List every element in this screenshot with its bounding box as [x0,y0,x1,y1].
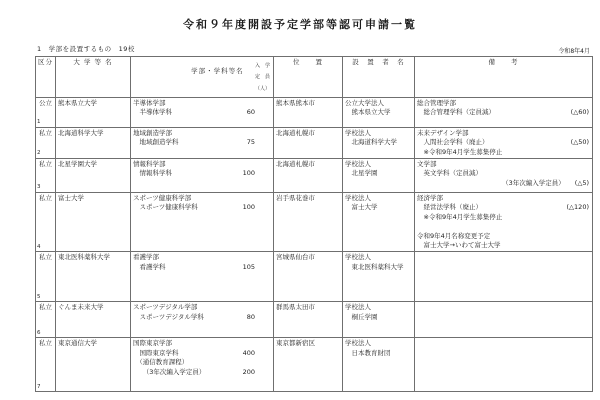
founder [343,127,415,158]
founder [343,97,415,127]
capacity-value: 200 [242,367,255,376]
kubun-cell [36,158,56,192]
table-row [36,252,593,302]
faculty-text: 看護学部 [133,253,159,262]
header-capacity [236,58,270,97]
capacity-value [221,129,271,138]
date-label: 令和8年4月 [558,48,590,55]
table-row [36,302,593,338]
founder-line: 熊本県立大学 [345,108,391,117]
founder-line: 桐丘学園 [345,312,378,321]
faculty-text: スポーツデジタル学部 [133,303,198,312]
faculty-line [133,169,271,178]
capacity-value [221,358,271,367]
remarks-capacity: (△50) [570,138,589,147]
remarks-line [417,148,590,157]
remarks-line [417,160,590,169]
remarks-capacity: (△60) [570,108,589,117]
university-name: ぐんま未来大学 [56,302,131,338]
faculty-cell [131,302,274,338]
remarks-text: 未来デザイン学部 [417,128,469,137]
location: 岩手県花巻市 [274,192,343,252]
capacity-value [221,339,271,348]
remarks-line [417,108,590,117]
header-capacity-line1: 入 学 [254,62,270,69]
remarks-capacity [589,129,590,138]
remarks-capacity [589,99,590,108]
kubun-label: 私立 [39,339,52,348]
founder-line: 富士大学 [345,203,378,212]
faculty-text: 情報科学科 [133,169,172,178]
founder-line: 公立大学法人 [345,98,384,107]
table-row [36,158,593,192]
remarks-text: 総合管理学部 [417,98,456,107]
capacity-value: 100 [242,169,255,178]
faculty-cell [131,252,274,302]
header-faculty [131,57,274,98]
faculty-line [133,303,271,312]
faculty-line [133,99,271,108]
remarks-text: 文学部 [417,159,437,168]
faculty-cell [131,192,274,252]
remarks-line [417,213,590,222]
founder-line: 北海道科学大学 [345,138,397,147]
row-number: 1 [37,118,41,125]
row-number: 2 [37,149,41,156]
faculty-text: 国際東京学部 [133,339,172,348]
capacity-value [221,99,271,108]
faculty-text: （3年次編入学定員） [133,367,206,376]
faculty-text: スポーツデジタル学科 [133,312,204,321]
founder-line: 学校法人 [345,253,371,262]
remarks-text: 経営法学科（廃止） [417,203,482,212]
kubun-label: 私立 [39,193,52,202]
capacity-value [221,303,271,312]
header-location: 位 置 [274,57,343,98]
page-title: 令和９年度開設予定学部等認可申請一覧 [183,18,417,31]
founder-line: 学校法人 [345,159,371,168]
remarks-text: 人間社会学科（廃止） [417,138,489,147]
founder-line: 学校法人 [345,128,371,137]
table-row [36,97,593,127]
capacity-value: 105 [242,262,255,271]
kubun-label: 私立 [39,128,52,137]
kubun-cell [36,192,56,252]
faculty-cell [131,338,274,392]
capacity-value: 400 [242,348,255,357]
remarks [415,97,593,127]
remarks-line [417,138,590,147]
table-row [36,338,593,392]
remarks-capacity [589,148,590,157]
faculty-line [133,253,271,262]
faculty-line [133,203,271,212]
faculty-line [133,339,271,348]
remarks [415,127,593,158]
university-name: 熊本県立大学 [56,97,131,127]
table-row [36,192,593,252]
kubun-cell [36,97,56,127]
header-kubun: 区分 [36,57,56,98]
kubun-label: 公立 [39,98,52,107]
faculty-text: スポーツ健康科学部 [133,193,192,202]
founder-line: 学校法人 [345,193,371,202]
faculty-text: 看護学科 [133,262,166,271]
founder-line: 学校法人 [345,303,371,312]
founder-line: 学校法人 [345,339,371,348]
kubun-cell [36,127,56,158]
university-name: 東京通信大学 [56,338,131,392]
remarks-text: ※令和9年4月学生募集停止 [417,147,503,156]
remarks-text: ※令和9年4月学生募集停止 [417,212,503,221]
kubun-cell [36,302,56,338]
header-university: 大 学 等 名 [56,57,131,98]
remarks-text: 令和9年4月名称変更予定 [417,231,491,240]
remarks-line [417,222,590,231]
remarks-capacity [589,169,590,178]
remarks-capacity [589,194,590,203]
remarks-line [417,179,590,188]
remarks-capacity: (△5) [574,178,589,187]
faculty-text: 地域創造学部 [133,128,172,137]
founder [343,302,415,338]
location: 東京都新宿区 [274,338,343,392]
kubun-label: 私立 [39,159,52,168]
remarks-text: 総合管理学科（定員減） [417,108,495,117]
capacity-value: 60 [246,108,255,117]
remarks-text: 富士大学→いわて富士大学 [417,241,501,250]
remarks-capacity [589,232,590,241]
location: 北海道札幌市 [274,127,343,158]
remarks [415,252,593,302]
remarks-line [417,194,590,203]
faculty-line [133,313,271,322]
remarks-capacity [589,241,590,250]
faculty-text: 半導体学科 [133,108,172,117]
remarks-text: 経済学部 [417,193,443,202]
capacity-value: 100 [242,203,255,212]
row-number: 5 [37,293,41,300]
faculty-line [133,194,271,203]
remarks-text: 英文学科（定員減） [417,169,482,178]
founder [343,158,415,192]
row-number: 3 [37,183,41,190]
university-name: 北星学園大学 [56,158,131,192]
remarks-capacity [589,222,590,231]
kubun-label: 私立 [39,303,52,312]
faculty-text: （通信教育課程） [133,358,189,367]
founder-line: 日本教育財団 [345,348,391,357]
capacity-value [221,160,271,169]
faculty-line [133,138,271,147]
header-founder: 設 置 者 名 [343,57,415,98]
remarks-text: （3年次編入学定員） [502,178,565,187]
faculty-line [133,263,271,272]
faculty-text: 半導体学部 [133,98,166,107]
table-header-row [36,57,593,98]
table-row [36,127,593,158]
capacity-value [221,253,271,262]
capacity-value [221,194,271,203]
faculty-line [133,129,271,138]
founder-line: 東北医科薬科大学 [345,262,404,271]
founder-line: 北星学園 [345,169,378,178]
remarks-text [417,222,419,231]
remarks-line [417,169,590,178]
founder [343,252,415,302]
university-name: 北海道科学大学 [56,127,131,158]
header-capacity-line2: 定 員 [254,74,270,81]
kubun-cell [36,252,56,302]
faculty-line [133,358,271,367]
remarks-capacity: (△120) [566,203,589,212]
faculty-text: 国際東京学科 [133,348,179,357]
location: 熊本県熊本市 [274,97,343,127]
remarks [415,192,593,252]
faculty-line [133,160,271,169]
row-number: 7 [37,383,41,390]
faculty-text: 情報科学部 [133,159,166,168]
university-name: 東北医科薬科大学 [56,252,131,302]
location: 群馬県太田市 [274,302,343,338]
header-faculty-label: 学部・学科等名 [191,67,244,76]
faculty-text: 地域創造学科 [133,138,179,147]
remarks-line [417,203,590,212]
remarks [415,338,593,392]
capacity-value: 80 [246,312,255,321]
location: 宮城県仙台市 [274,252,343,302]
location: 北海道札幌市 [274,158,343,192]
remarks-capacity [589,213,590,222]
faculty-cell [131,158,274,192]
kubun-label: 私立 [39,253,52,262]
faculty-line [133,368,271,377]
faculty-text: スポーツ健康科学科 [133,203,198,212]
row-number: 6 [37,329,41,336]
application-table [35,56,593,392]
faculty-cell [131,97,274,127]
remarks-line [417,232,590,241]
remarks-line [417,99,590,108]
faculty-line [133,108,271,117]
remarks-line [417,129,590,138]
row-number: 4 [37,243,41,250]
faculty-cell [131,127,274,158]
kubun-cell [36,338,56,392]
header-remarks: 備 考 [415,57,593,98]
founder [343,192,415,252]
remarks [415,302,593,338]
capacity-value: 75 [246,138,255,147]
remarks [415,158,593,192]
header-capacity-line3: （人） [254,85,270,92]
remarks-capacity [589,160,590,169]
faculty-line [133,349,271,358]
founder [343,338,415,392]
university-name: 富士大学 [56,192,131,252]
section-label: 1 学部を設置するもの 19校 [37,45,135,53]
remarks-line [417,241,590,250]
